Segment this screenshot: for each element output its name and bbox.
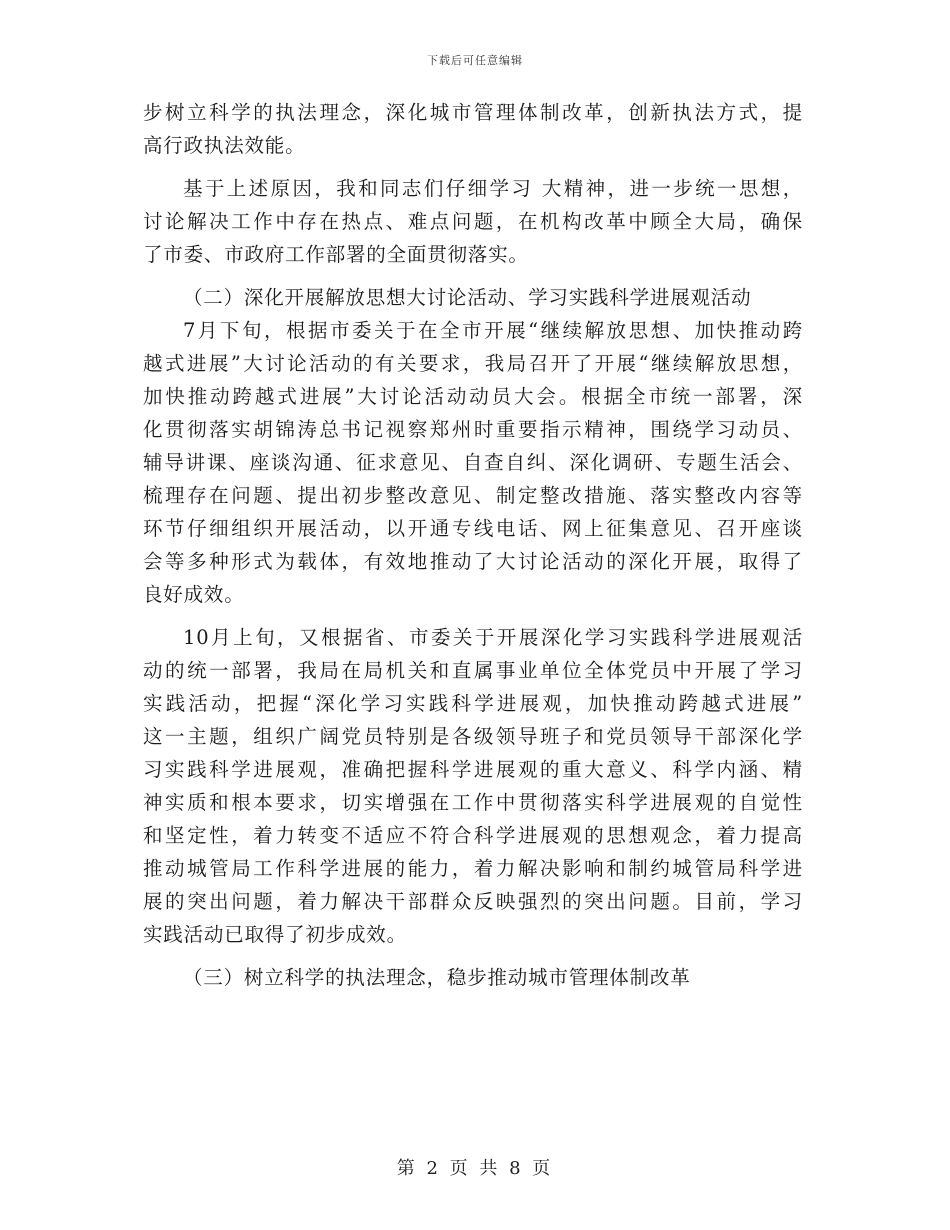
text-line: 加快推动跨越式进展”大讨论活动动员大会。根据全市统一部署，深 <box>143 385 803 408</box>
section-heading: （三）树立科学的执法理念，稳步推动城市管理体制改革 <box>183 966 691 989</box>
paragraph-start: 7月下旬，根据市委关于在全市开展“继续解放思想、加快推动跨 <box>183 319 803 342</box>
text-line: 这一主题，组织广阔党员特别是各级领导班子和党员领导干部深化学 <box>143 725 803 748</box>
text-line: 动的统一部署，我局在局机关和直属事业单位全体党员中开展了学习 <box>143 659 803 682</box>
text-line: 步树立科学的执法理念，深化城市管理体制改革，创新执法方式，提 <box>143 101 803 124</box>
text-line: 化贯彻落实胡锦涛总书记视察郑州时重要指示精神，围绕学习动员、 <box>143 418 803 441</box>
text-line: 和坚定性，着力转变不适应不符合科学进展观的思想观念，着力提高 <box>143 824 803 847</box>
text-line: 会等多种形式为载体，有效地推动了大讨论活动的深化开展，取得了 <box>143 550 803 573</box>
text-line: 推动城管局工作科学进展的能力，着力解决影响和制约城管局科学进 <box>143 857 803 880</box>
text-line: 了市委、市政府工作部署的全面贯彻落实。 <box>143 243 529 266</box>
paragraph-start: 基于上述原因，我和同志们仔细学习 大精神，进一步统一思想， <box>183 177 803 200</box>
section-heading: （二）深化开展解放思想大讨论活动、学习实践科学进展观活动 <box>183 286 752 309</box>
text-line: 良好成效。 <box>143 583 245 606</box>
text-line: 神实质和根本要求，切实增强在工作中贯彻落实科学进展观的自觉性 <box>143 791 803 814</box>
text-line: 实践活动已取得了初步成效。 <box>143 923 407 946</box>
page-footer: 第 2 页 共 8 页 <box>396 1158 554 1179</box>
text-line: 高行政执法效能。 <box>143 134 306 157</box>
paragraph-start: 10月上旬，又根据省、市委关于开展深化学习实践科学进展观活 <box>183 626 803 649</box>
text-line: 习实践科学进展观，准确把握科学进展观的重大意义、科学内涵、精 <box>143 758 803 781</box>
text-line: 梳理存在问题、提出初步整改意见、制定整改措施、落实整改内容等 <box>143 484 803 507</box>
text-line: 越式进展”大讨论活动的有关要求，我局召开了开展“继续解放思想， <box>143 352 803 375</box>
text-line: 讨论解决工作中存在热点、难点问题，在机构改革中顾全大局，确保 <box>143 210 803 233</box>
page-header: 下载后可任意编辑 <box>427 54 523 67</box>
text-line: 展的突出问题，着力解决干部群众反映强烈的突出问题。目前，学习 <box>143 890 803 913</box>
text-line: 环节仔细组织开展活动，以开通专线电话、网上征集意见、召开座谈 <box>143 517 803 540</box>
text-line: 辅导讲课、座谈沟通、征求意见、自查自纠、深化调研、专题生活会、 <box>143 451 803 474</box>
document-body <box>143 96 803 994</box>
text-line: 实践活动，把握“深化学习实践科学进展观，加快推动跨越式进展” <box>143 692 803 715</box>
